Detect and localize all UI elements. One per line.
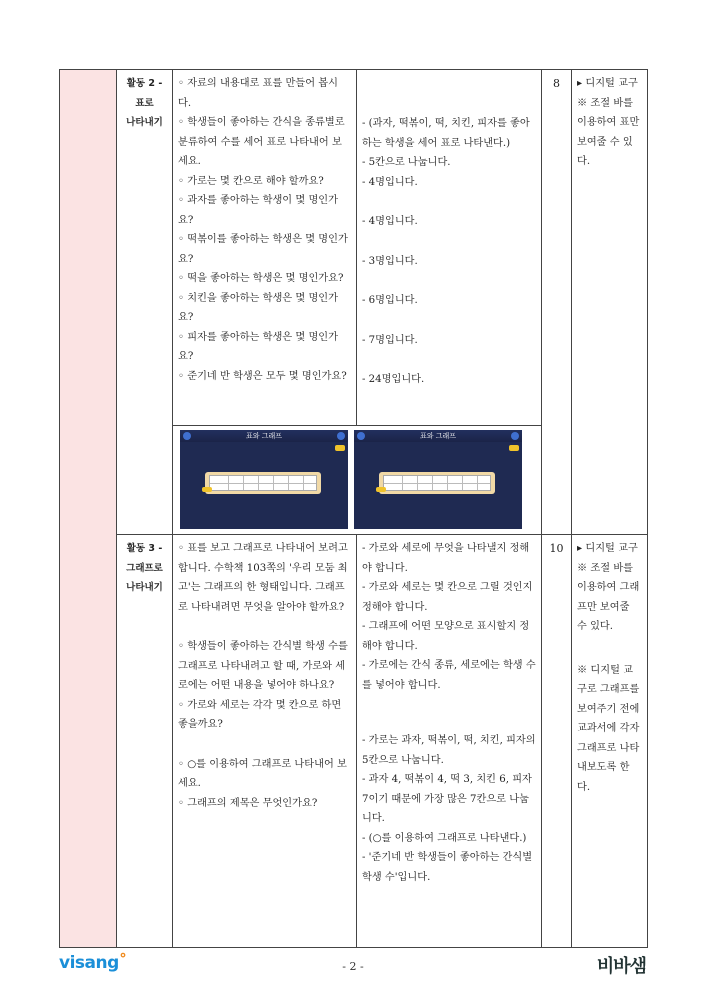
info-icon bbox=[337, 432, 345, 440]
activity3-label-line1: 활동 3 - bbox=[126, 543, 163, 554]
tally-table-graphic bbox=[205, 472, 321, 494]
question: ◦ 떡을 좋아하는 학생은 몇 명인가요? bbox=[178, 273, 344, 284]
answer: - 7명입니다. bbox=[362, 334, 418, 346]
answer: - (과자, 떡볶이, 떡, 치킨, 피자를 좋아하는 학생을 세어 표로 나타낸다.) bbox=[362, 118, 530, 149]
answer: - 4명입니다. bbox=[362, 176, 418, 188]
answer: - 가로에는 간식 종류, 세로에는 학생 수를 넣어야 합니다. bbox=[362, 660, 536, 691]
toggle-icon bbox=[335, 445, 345, 451]
activity2-time: 8 bbox=[542, 70, 572, 535]
answer: - 그래프에 어떤 모양으로 표시할지 정해야 합니다. bbox=[362, 621, 530, 652]
activity3-label-line3: 나타내기 bbox=[126, 582, 163, 593]
question: ◦ 과자를 좋아하는 학생이 몇 명인가요? bbox=[178, 195, 338, 226]
table-screenshot-1 bbox=[180, 430, 348, 529]
note: ※ 조절 바를 이용하여 표만 보여줄 수 있다. bbox=[577, 97, 640, 167]
question: ◦ 학생들이 좋아하는 간식을 종류별로 분류하여 수를 세어 표로 나타내어 보세요. bbox=[178, 117, 345, 167]
note: ▸ 디지털 교구 bbox=[577, 78, 638, 89]
activity3-time: 10 bbox=[542, 535, 572, 948]
question: ◦ 치킨을 좋아하는 학생은 몇 명인가요? bbox=[178, 292, 338, 323]
visang-logo: visang˚ bbox=[59, 953, 127, 973]
question: ◦ ○를 이용하여 그래프로 나타내어 보세요. bbox=[178, 758, 347, 789]
screenshot-title: 표와 그래프 bbox=[419, 432, 457, 440]
activity3-label bbox=[117, 535, 173, 948]
tally-grid bbox=[383, 475, 491, 491]
question: ◦ 떡볶이를 좋아하는 학생은 몇 명인가요? bbox=[178, 234, 348, 265]
question: ◦ 학생들이 좋아하는 간식별 학생 수를 그래프로 나타내려고 할 때, 가로와 세로에는 어떤 내용을 넣어야 하나요? bbox=[178, 641, 348, 691]
tally-table-graphic bbox=[379, 472, 495, 494]
answer: - 5칸으로 나눕니다. bbox=[362, 157, 451, 168]
screenshot-title: 표와 그래프 bbox=[245, 432, 283, 440]
activity2-notes bbox=[572, 70, 648, 535]
activity2-screenshots bbox=[173, 426, 542, 535]
note: ※ 디지털 교구로 그래프를 보여주기 전에 교과서에 각자 그래프로 나타내보도록 한다. bbox=[577, 664, 640, 793]
question: ◦ 피자를 좋아하는 학생은 몇 명인가요? bbox=[178, 331, 338, 362]
question: ◦ 자료의 내용대로 표를 만들어 봅시다. bbox=[178, 78, 338, 109]
answer: - 가로는 과자, 떡볶이, 떡, 치킨, 피자의 5칸으로 나눕니다. bbox=[362, 735, 536, 766]
slider-handle-icon bbox=[202, 487, 212, 492]
answer: - (○를 이용하여 그래프로 나타낸다.) bbox=[362, 832, 527, 844]
lesson-plan-table bbox=[59, 69, 648, 948]
answer: - 24명입니다. bbox=[362, 374, 425, 385]
activity2-label bbox=[117, 70, 173, 535]
question: ◦ 준기네 반 학생은 모두 몇 명인가요? bbox=[178, 370, 347, 382]
vivasam-logo: 비바샘 bbox=[596, 956, 646, 977]
question: ◦ 가로와 세로는 각각 몇 칸으로 하면 좋을까요? bbox=[178, 699, 342, 730]
activity3-notes bbox=[572, 535, 648, 948]
note: ※ 조절 바를 이용하여 그래프만 보여줄 수 있다. bbox=[577, 562, 640, 632]
activity3-answers bbox=[357, 535, 542, 948]
answer: - 3명입니다. bbox=[362, 255, 418, 267]
answer: - '준기네 반 학생들이 좋아하는 간식별 학생 수'입니다. bbox=[362, 852, 533, 883]
activity2-label-line2: 표로 bbox=[135, 97, 154, 109]
info-icon bbox=[511, 432, 519, 440]
activity2-answers bbox=[357, 70, 542, 426]
answer: - 가로와 세로에 무엇을 나타낼지 정해야 합니다. bbox=[362, 543, 530, 574]
tally-grid bbox=[209, 475, 317, 491]
question: ◦ 가로는 몇 칸으로 해야 할까요? bbox=[178, 175, 324, 187]
question: ◦ 표를 보고 그래프로 나타내어 보려고 합니다. 수학책 103쪽의 '우리 모둠 최고'는 그래프의 한 형태입니다. 그래프로 나타내려면 무엇을 알아야 할까요? bbox=[178, 543, 348, 613]
note: ▸ 디지털 교구 bbox=[577, 543, 638, 554]
slider-handle-icon bbox=[376, 487, 386, 492]
answer: - 6명입니다. bbox=[362, 295, 418, 306]
toggle-icon bbox=[509, 445, 519, 451]
activity2-questions bbox=[173, 70, 357, 426]
answer: - 과자 4, 떡볶이 4, 떡 3, 치킨 6, 피자 7이기 때문에 가장 많은 7칸으로 나눕니다. bbox=[362, 774, 532, 824]
stage-column bbox=[60, 70, 117, 948]
answer: - 가로와 세로는 몇 칸으로 그릴 것인지 정해야 합니다. bbox=[362, 582, 533, 613]
table-screenshot-2 bbox=[354, 430, 522, 529]
activity2-label-line3: 나타내기 bbox=[126, 117, 163, 128]
activity3-label-line2: 그래프로 bbox=[126, 562, 163, 574]
answer: - 4명입니다. bbox=[362, 216, 418, 227]
activity3-questions bbox=[173, 535, 357, 948]
activity2-label-line1: 활동 2 - bbox=[126, 78, 163, 89]
question: ◦ 그래프의 제목은 무엇인가요? bbox=[178, 797, 318, 809]
page-number: - 2 - bbox=[342, 960, 364, 973]
